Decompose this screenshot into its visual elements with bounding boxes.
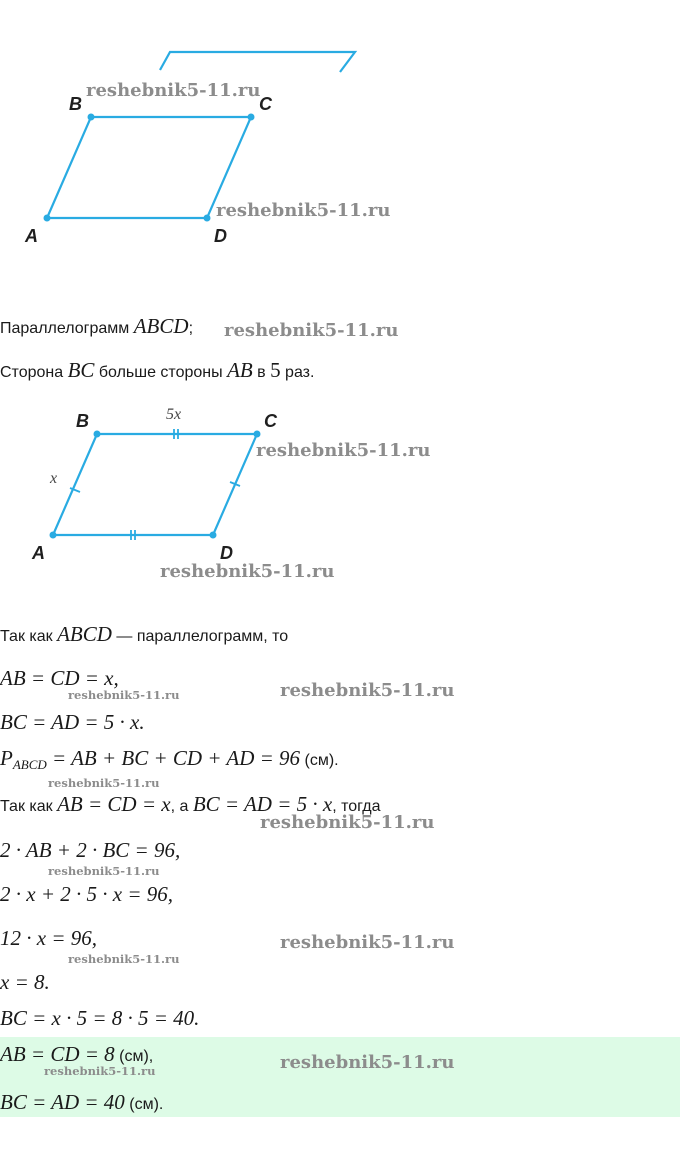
math-fragment: AB = CD = x	[57, 792, 171, 816]
math-line-9: 2 · x + 2 · 5 · x = 96,	[0, 882, 173, 906]
text-fragment: — параллелограмм, то	[111, 628, 289, 645]
text-line-1	[0, 314, 193, 339]
math-abcd: ABCD	[57, 622, 112, 646]
text-fragment: ;	[188, 320, 194, 337]
text-fragment: в	[252, 364, 271, 381]
watermark: reshebnik5-11.ru	[280, 932, 455, 953]
math-number: 5	[270, 358, 281, 382]
side-label-ab: x	[50, 470, 58, 487]
text-fragment: Так как	[0, 798, 58, 815]
text-line-3	[0, 622, 288, 647]
figure-2-point-b	[94, 431, 101, 438]
text-fragment: , тогда	[332, 798, 381, 815]
watermark: reshebnik5-11.ru	[260, 812, 435, 833]
watermark: reshebnik5-11.ru	[48, 864, 160, 878]
figure-1-point-b	[88, 114, 95, 121]
math-perimeter: P	[0, 746, 13, 770]
figure-2-point-d	[210, 532, 217, 539]
figure-1-point-c	[248, 114, 255, 121]
figure-2-point-a	[50, 532, 57, 539]
watermark: reshebnik5-11.ru	[48, 776, 160, 790]
math-line-12: BC = x · 5 = 8 · 5 = 40.	[0, 1006, 200, 1030]
math-line-4: AB = CD = x,	[0, 666, 119, 690]
side-label-bc: 5x	[166, 406, 182, 423]
watermark: reshebnik5-11.ru	[44, 1064, 156, 1078]
text-fragment: раз.	[280, 364, 315, 381]
watermark: reshebnik5-11.ru	[160, 561, 335, 582]
figure-1-label-a: A	[25, 226, 38, 246]
math-fragment: BC = AD = 40	[0, 1090, 125, 1114]
watermark: reshebnik5-11.ru	[216, 200, 391, 221]
figure-1-label-c: C	[259, 94, 272, 114]
answer-line-2	[0, 1090, 163, 1115]
watermark: reshebnik5-11.ru	[280, 680, 455, 701]
watermark: reshebnik5-11.ru	[68, 952, 180, 966]
watermark: reshebnik5-11.ru	[280, 1052, 455, 1073]
text-fragment: Параллелограмм	[0, 320, 134, 337]
figure-2-label-c: C	[264, 411, 277, 431]
math-line-11: x = 8.	[0, 970, 50, 994]
math-line-5: BC = AD = 5 · x.	[0, 710, 145, 734]
figure-2-label-b: B	[76, 411, 89, 431]
figure-2-label-a: A	[32, 543, 45, 563]
text-fragment: больше стороны	[94, 364, 228, 381]
figure-2-point-c	[254, 431, 261, 438]
math-bc: BC	[67, 358, 95, 382]
figure-2-outline	[53, 434, 257, 535]
math-fragment: = AB + BC + CD + AD = 96	[46, 746, 301, 770]
watermark: reshebnik5-11.ru	[256, 440, 431, 461]
math-perimeter-subscript: ABCD	[12, 757, 47, 773]
watermark: reshebnik5-11.ru	[68, 688, 180, 702]
text-line-2	[0, 358, 314, 383]
figure-1-label-d: D	[214, 226, 227, 246]
parallelogram-figure-2	[0, 395, 680, 595]
math-line-8: 2 · AB + 2 · BC = 96,	[0, 838, 181, 862]
figure-1-top-fragment	[160, 52, 355, 72]
unit-label: (см).	[300, 752, 339, 769]
unit-label: (см).	[124, 1096, 164, 1113]
watermark: reshebnik5-11.ru	[86, 80, 261, 101]
figure-2-label-d: D	[220, 543, 233, 563]
math-fragment: BC = AD = 5 · x	[192, 792, 333, 816]
text-line-6	[0, 746, 339, 773]
text-fragment: Сторона	[0, 364, 68, 381]
text-fragment: Так как	[0, 628, 58, 645]
figure-1-point-d	[204, 215, 211, 222]
figure-1-point-a	[44, 215, 51, 222]
math-abcd: ABCD	[133, 314, 189, 338]
math-ab: AB	[227, 358, 253, 382]
watermark: reshebnik5-11.ru	[224, 320, 399, 341]
parallelogram-figure-1	[0, 40, 680, 300]
math-fragment: AB = CD = 8	[0, 1042, 115, 1066]
text-fragment: , а	[170, 798, 193, 815]
unit-label: (см),	[114, 1048, 154, 1065]
figure-1-label-b: B	[69, 94, 82, 114]
math-line-10: 12 · x = 96,	[0, 926, 97, 950]
